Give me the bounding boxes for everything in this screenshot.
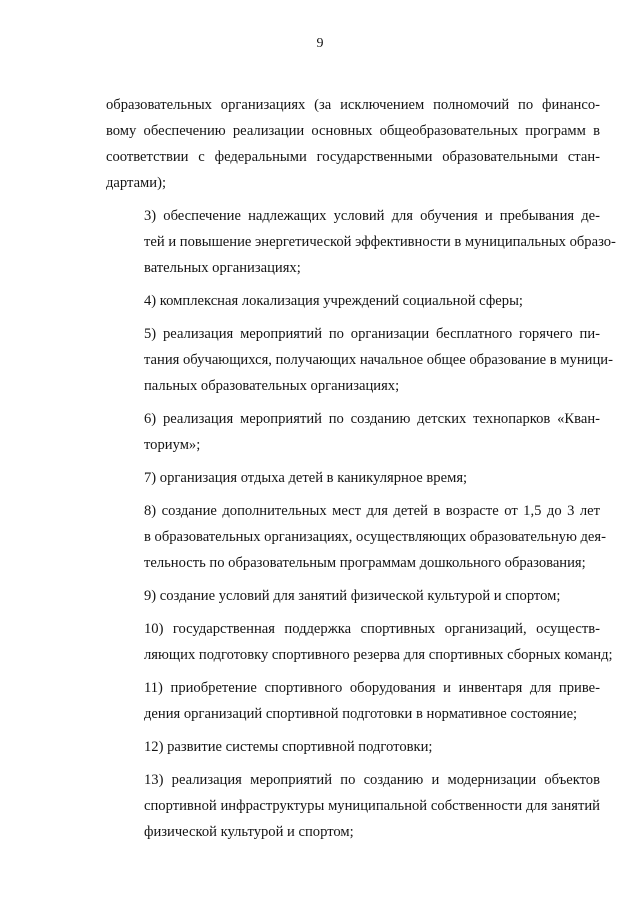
list-item-11: [106, 675, 600, 727]
text-line: пальных образовательных организациях;: [144, 378, 400, 394]
text-line: ториум»;: [144, 437, 201, 453]
list-item-5: [106, 321, 613, 399]
list-item-4: [106, 288, 600, 314]
list-item-8: [106, 498, 606, 576]
text-line: тания обучающихся, получающих начальное общее образование в муници-: [144, 352, 613, 368]
list-item-12: [106, 734, 600, 760]
list-item-10: [106, 616, 613, 668]
text-line: 6) реализация мероприятий по созданию детских технопарков «Кван-: [144, 411, 600, 427]
text-line: 8) создание дополнительных мест для детей в возрасте от 1,5 до 3 лет: [144, 503, 600, 519]
text-line: ляющих подготовку спортивного резерва для спортивных сборных команд;: [144, 647, 613, 663]
paragraph-continuation: [106, 92, 600, 196]
text-line: вательных организациях;: [144, 260, 301, 276]
text-line: тельность по образовательным программам дошкольного образования;: [144, 555, 586, 571]
text-line: дения организаций спортивной подготовки в нормативное состояние;: [144, 706, 578, 722]
text-line: 13) реализация мероприятий по созданию и модернизации объектов: [144, 772, 600, 788]
list-item-13: [106, 767, 600, 845]
text-line: дартами);: [106, 175, 166, 191]
text-line: 9) создание условий для занятий физической культурой и спортом;: [144, 588, 561, 604]
list-item-7: [106, 465, 600, 491]
text-line: 11) приобретение спортивного оборудования и инвентаря для приве-: [144, 680, 600, 696]
list-item-9: [106, 583, 600, 609]
text-line: спортивной инфраструктуры муниципальной собственности для занятий: [144, 798, 600, 814]
document-body: [106, 92, 616, 852]
text-line: 7) организация отдыха детей в каникулярное время;: [144, 470, 468, 486]
list-item-6: [106, 406, 600, 458]
list-item-3: [106, 203, 616, 281]
page-number: 9: [316, 36, 324, 51]
text-line: в образовательных организациях, осуществляющих образовательную дея-: [144, 529, 606, 545]
text-line: 10) государственная поддержка спортивных организаций, осуществ-: [144, 621, 600, 637]
text-line: 5) реализация мероприятий по организации бесплатного горячего пи-: [144, 326, 600, 342]
text-line: 4) комплексная локализация учреждений социальной сферы;: [144, 293, 523, 309]
text-line: образовательных организациях (за исключением полномочий по финансо-: [106, 97, 600, 113]
text-line: тей и повышение энергетической эффективности в муниципальных образо-: [144, 234, 616, 250]
text-line: соответствии с федеральными государственными образовательными стан-: [106, 149, 600, 165]
text-line: физической культурой и спортом;: [144, 824, 354, 840]
text-line: 12) развитие системы спортивной подготовки;: [144, 739, 433, 755]
text-line: 3) обеспечение надлежащих условий для обучения и пребывания де-: [144, 208, 600, 224]
text-line: вому обеспечению реализации основных общеобразовательных программ в: [106, 123, 600, 139]
